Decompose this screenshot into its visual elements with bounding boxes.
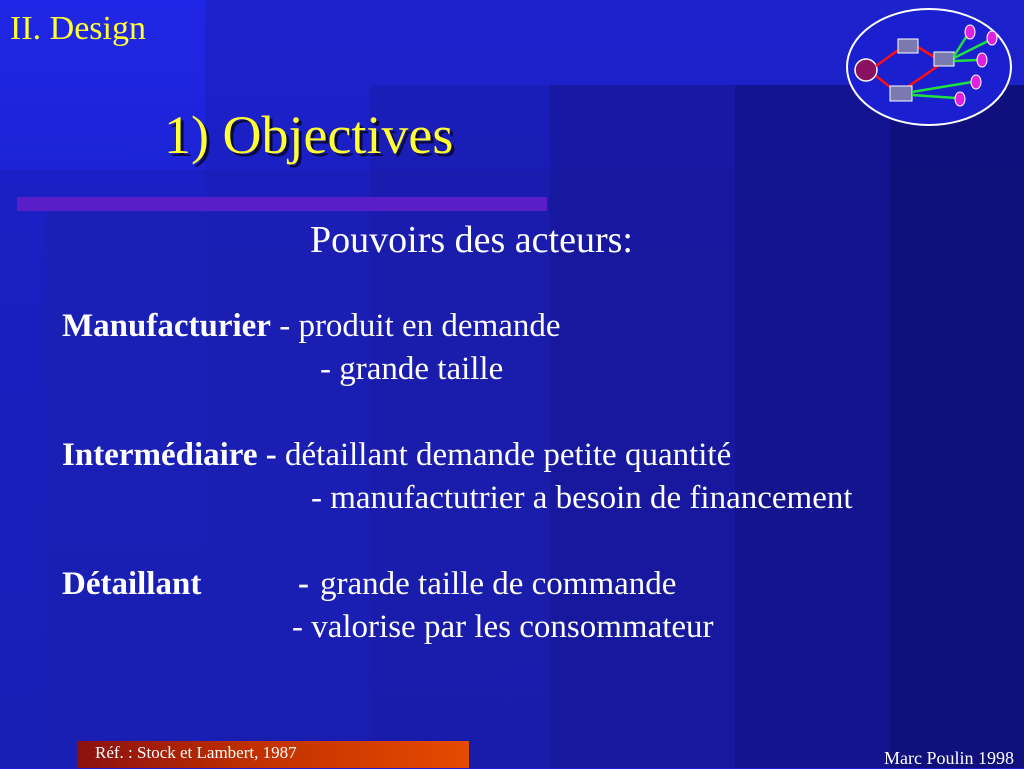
actor-point: - produit en demande <box>270 308 561 344</box>
actor-detaillant-line <box>62 566 677 603</box>
actor-name: Détaillant <box>62 566 202 602</box>
supply-network-diagram-icon <box>844 6 1014 128</box>
actor-dash: - <box>298 566 309 602</box>
slide-title: 1) Objectives <box>164 105 454 165</box>
actor-point: - manufactutrier a besoin de financement <box>311 480 853 516</box>
section-label: II. Design <box>10 10 146 47</box>
background-band <box>890 85 1024 768</box>
author-credit: Marc Poulin 1998 <box>884 748 1014 768</box>
actor-name: Intermédiaire - <box>62 437 285 473</box>
actor-point: - valorise par les consommateur <box>292 609 714 645</box>
title-divider <box>17 197 547 211</box>
actor-manufacturier-line <box>62 308 561 345</box>
actor-point: - grande taille <box>320 351 504 387</box>
actor-point: détaillant demande petite quantité <box>285 437 732 473</box>
reference-text: Réf. : Stock et Lambert, 1987 <box>95 743 297 762</box>
actor-name: Manufacturier <box>62 308 271 344</box>
subtitle: Pouvoirs des acteurs: <box>310 219 633 261</box>
reference-banner <box>77 741 469 768</box>
actor-point: grande taille de commande <box>320 566 677 602</box>
actor-intermediaire-line <box>62 437 731 474</box>
